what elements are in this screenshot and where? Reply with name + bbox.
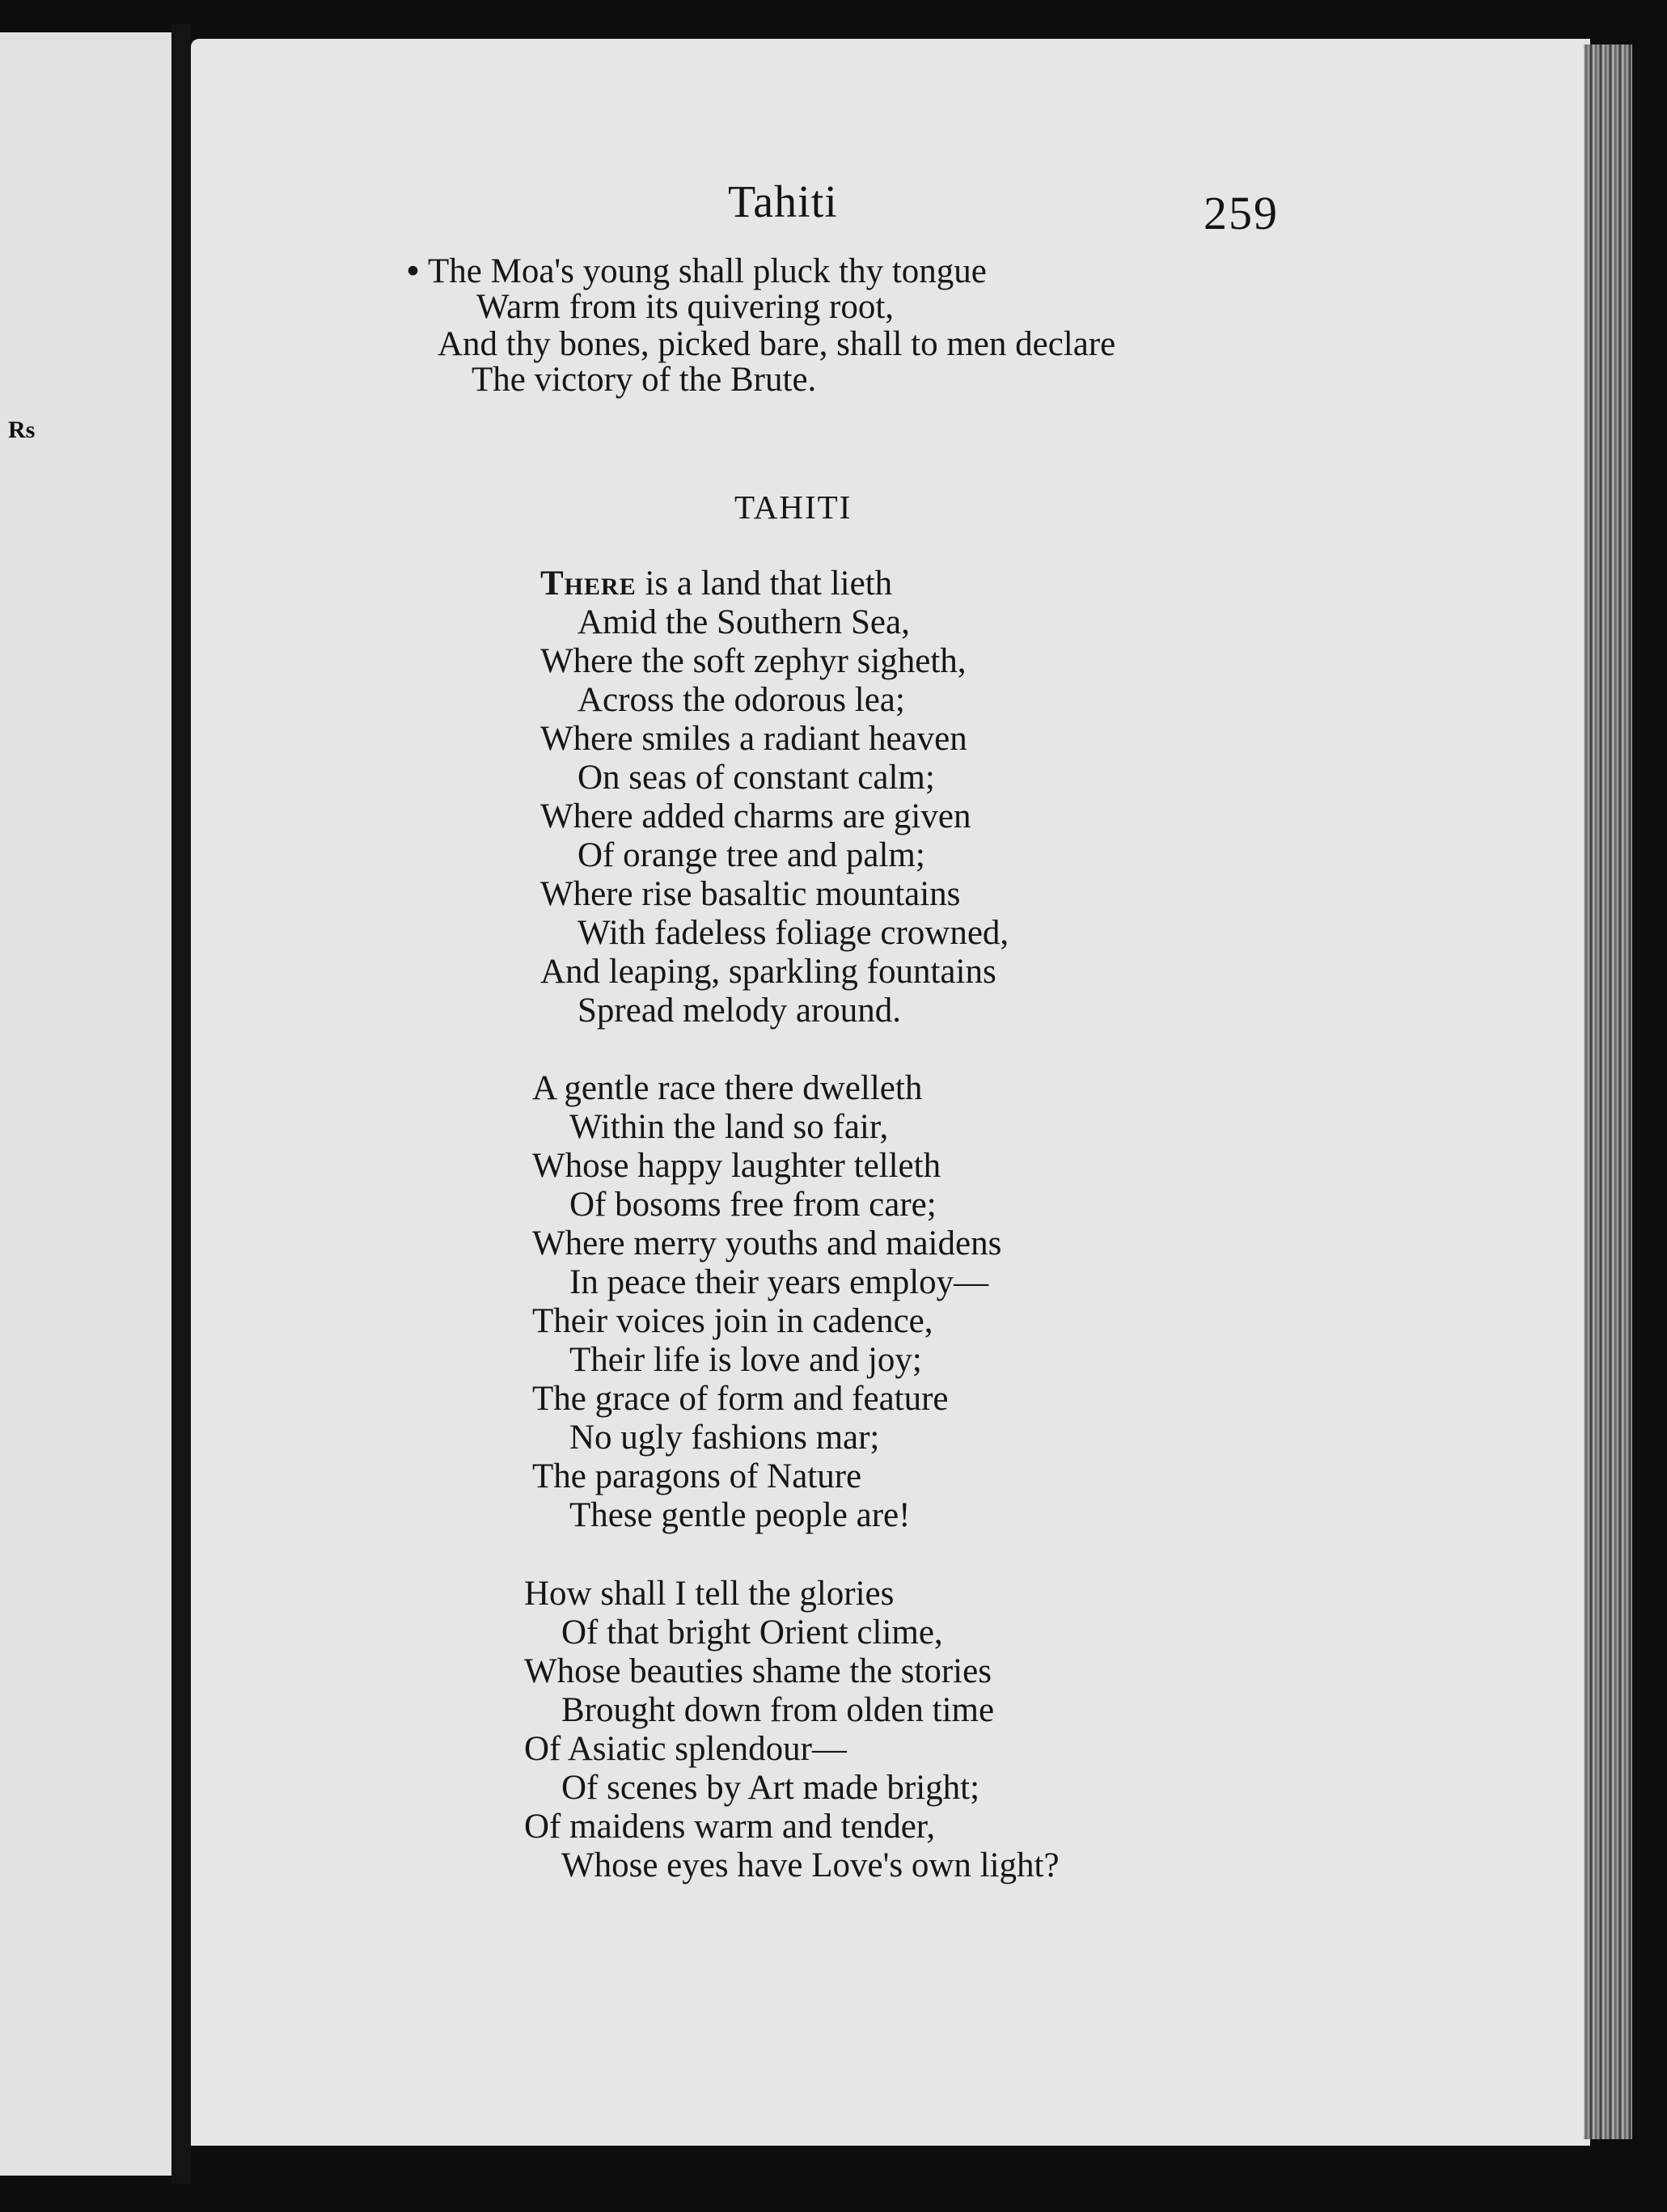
drop-word: There xyxy=(540,565,637,603)
verse-line: • The Moa's young shall pluck thy tongue xyxy=(407,252,987,290)
verse-line: Where merry youths and maidens xyxy=(532,1224,1002,1262)
verse-line: These gentle people are! xyxy=(569,1496,911,1534)
previous-poem-ending xyxy=(407,252,1115,400)
verse-line: No ugly fashions mar; xyxy=(569,1419,880,1457)
verse-line: Warm from its quivering root, xyxy=(476,288,895,326)
verse-line: Of Asiatic splendour— xyxy=(524,1730,847,1768)
verse-line: Where smiles a radiant heaven xyxy=(540,720,967,758)
page-edge xyxy=(1584,44,1632,2139)
verse-line: Whose happy laughter telleth xyxy=(532,1147,941,1185)
left-page xyxy=(0,32,171,2176)
verse-line: Of that bright Orient clime, xyxy=(561,1614,943,1652)
verse-line: Spread melody around. xyxy=(578,992,902,1030)
verse-line: Brought down from olden time xyxy=(561,1691,995,1729)
verse-line: And leaping, sparkling fountains xyxy=(540,953,996,991)
verse-line: Within the land so fair, xyxy=(569,1108,889,1146)
verse-line: With fadeless foliage crowned, xyxy=(578,914,1009,952)
poem-title: TAHITI xyxy=(734,489,853,526)
stanza-3 xyxy=(524,1575,1060,1885)
verse-line: Their voices join in cadence, xyxy=(532,1302,933,1340)
verse-line: The paragons of Nature xyxy=(532,1457,862,1495)
verse-line: Whose beauties shame the stories xyxy=(524,1652,992,1690)
bullet-mark: • xyxy=(407,252,420,290)
verse-line: Of orange tree and palm; xyxy=(578,836,925,874)
verse-line: On seas of constant calm; xyxy=(578,759,935,797)
verse-line: Where rise basaltic mountains xyxy=(540,875,961,913)
verse-line: Across the odorous lea; xyxy=(578,681,905,719)
verse-line: How shall I tell the glories xyxy=(524,1575,895,1613)
verse-line: And thy bones, picked bare, shall to men declare xyxy=(438,325,1116,363)
verse-line: Their life is love and joy; xyxy=(569,1341,922,1379)
left-page-margin-text: Rs xyxy=(8,417,36,443)
stanza-1 xyxy=(540,565,1009,1030)
verse-line: Of scenes by Art made bright; xyxy=(561,1769,980,1807)
verse-line: The grace of form and feature xyxy=(532,1380,949,1418)
verse-line: The victory of the Brute. xyxy=(472,361,817,399)
verse-line: Of maidens warm and tender, xyxy=(524,1808,936,1846)
book-spine xyxy=(171,24,191,2184)
verse-line: Whose eyes have Love's own light? xyxy=(561,1846,1060,1884)
verse-line: Where added charms are given xyxy=(540,797,971,835)
verse-line: Of bosoms free from care; xyxy=(569,1186,937,1224)
page-number: 259 xyxy=(1204,187,1279,239)
stanza-2 xyxy=(532,1069,1001,1535)
verse-line: A gentle race there dwelleth xyxy=(532,1069,923,1107)
verse-line: Where the soft zephyr sigheth, xyxy=(540,642,967,680)
verse-line: There is a land that lieth xyxy=(540,565,893,603)
verse-line: Amid the Southern Sea, xyxy=(578,603,910,641)
running-title: Tahiti xyxy=(728,177,838,227)
verse-line: In peace their years employ— xyxy=(569,1263,989,1301)
